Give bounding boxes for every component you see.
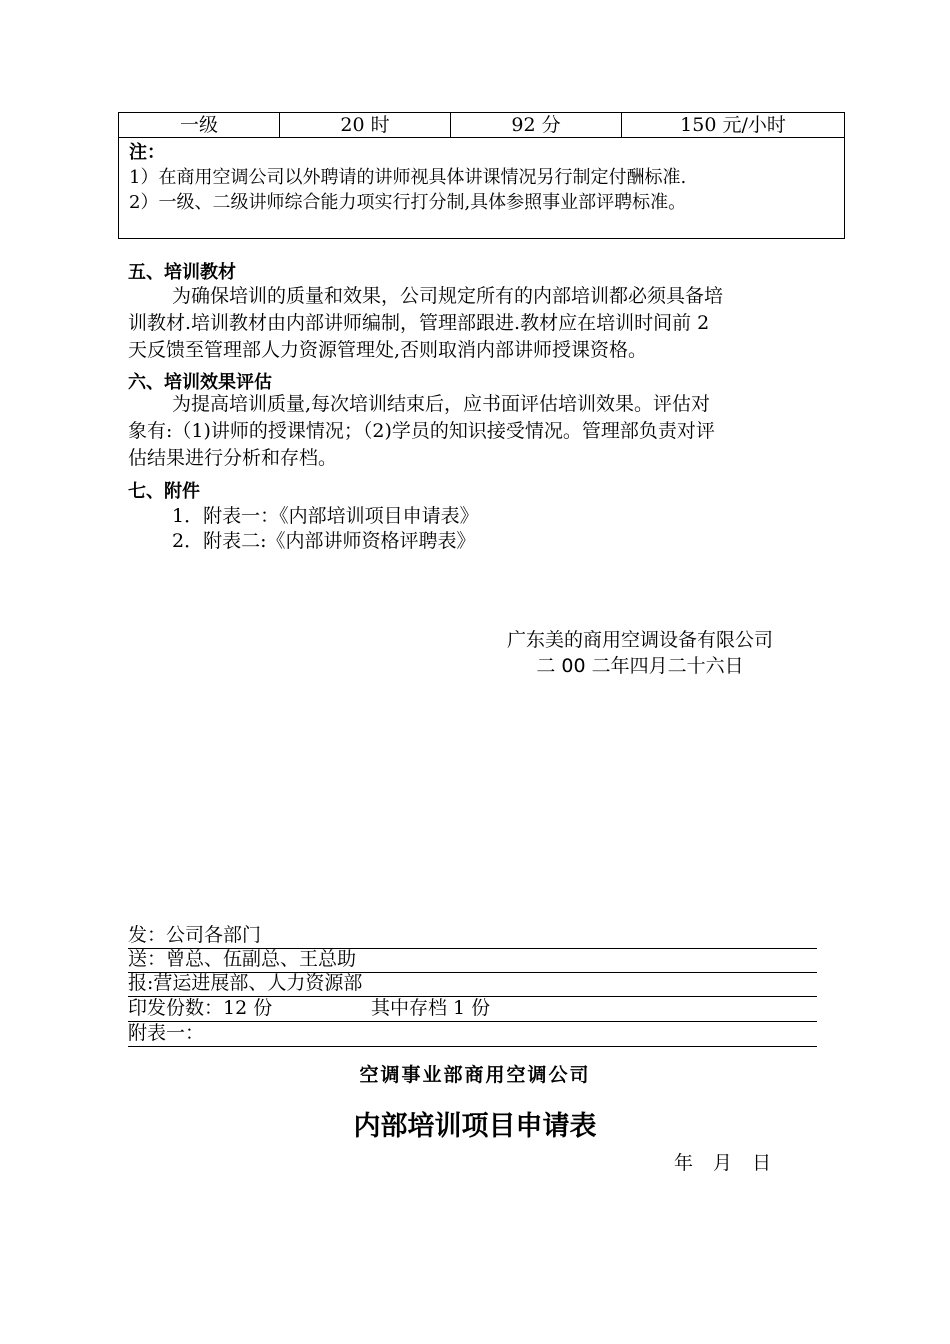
table-row bbox=[119, 113, 845, 138]
attachment-label-row bbox=[128, 1022, 817, 1047]
attachment-label: 附表一： bbox=[128, 1022, 205, 1044]
archive-text: 其中存档 1 份 bbox=[371, 997, 491, 1019]
section5-body bbox=[128, 283, 828, 364]
section6-body bbox=[128, 391, 828, 472]
attachment-item: 1．附表一：《内部培训项目申请表》 bbox=[172, 505, 479, 527]
score-cell: 92 分 bbox=[451, 113, 622, 138]
hours-cell: 20 时 bbox=[280, 113, 451, 138]
company-signature: 广东美的商用空调设备有限公司 bbox=[506, 629, 773, 651]
send-text: 发：公司各部门 bbox=[128, 924, 262, 946]
form-date-line: 年 月 日 bbox=[674, 1152, 772, 1174]
distribution-copies bbox=[128, 997, 817, 1022]
distribution-copy bbox=[128, 948, 817, 973]
report-text: 报:营运进展部、人力资源部 bbox=[128, 972, 363, 994]
paragraph-line: 为确保培训的质量和效果，公司规定所有的内部培训都必须具备培 bbox=[172, 285, 724, 307]
paragraph-line: 天反馈至管理部人力资源管理处,否则取消内部讲师授课资格。 bbox=[128, 339, 648, 361]
level-cell: 一级 bbox=[119, 113, 280, 138]
form-title: 内部培训项目申请表 bbox=[353, 1111, 597, 1142]
form-company-line: 空调事业部商用空调公司 bbox=[359, 1064, 591, 1086]
copies-text: 印发份数：12 份 bbox=[128, 997, 273, 1019]
paragraph-line: 为提高培训质量,每次培训结束后，应书面评估培训效果。评估对 bbox=[172, 393, 711, 415]
paragraph-line: 估结果进行分析和存档。 bbox=[128, 447, 338, 469]
section5-heading: 五、培训教材 bbox=[128, 262, 236, 283]
attachment-item: 2．附表二:《内部讲师资格评聘表》 bbox=[172, 530, 476, 552]
copy-text: 送：曾总、伍副总、王总助 bbox=[128, 948, 357, 970]
fee-cell: 150 元/小时 bbox=[622, 113, 845, 138]
paragraph-line: 象有:（1)讲师的授课情况；（2)学员的知识接受情况。管理部负责对评 bbox=[128, 420, 715, 442]
notes-row bbox=[119, 138, 845, 239]
paragraph-line: 训教材.培训教材由内部讲师编制，管理部跟进.教材应在培训时间前 2 bbox=[128, 312, 710, 334]
distribution-report bbox=[128, 972, 817, 997]
note-line: 1）在商用空调公司以外聘请的讲师视具体讲课情况另行制定付酬标准. bbox=[129, 167, 687, 188]
distribution-send bbox=[128, 924, 817, 949]
section6-heading: 六、培训效果评估 bbox=[128, 372, 272, 393]
note-line: 2）一级、二级讲师综合能力项实行打分制,具体参照事业部评聘标准。 bbox=[129, 192, 687, 213]
rate-table bbox=[118, 112, 845, 239]
notes-cell bbox=[119, 138, 845, 239]
section7-heading: 七、附件 bbox=[128, 481, 200, 502]
signature-date: 二 00 二年四月二十六日 bbox=[536, 655, 744, 677]
notes-title: 注： bbox=[129, 142, 165, 163]
